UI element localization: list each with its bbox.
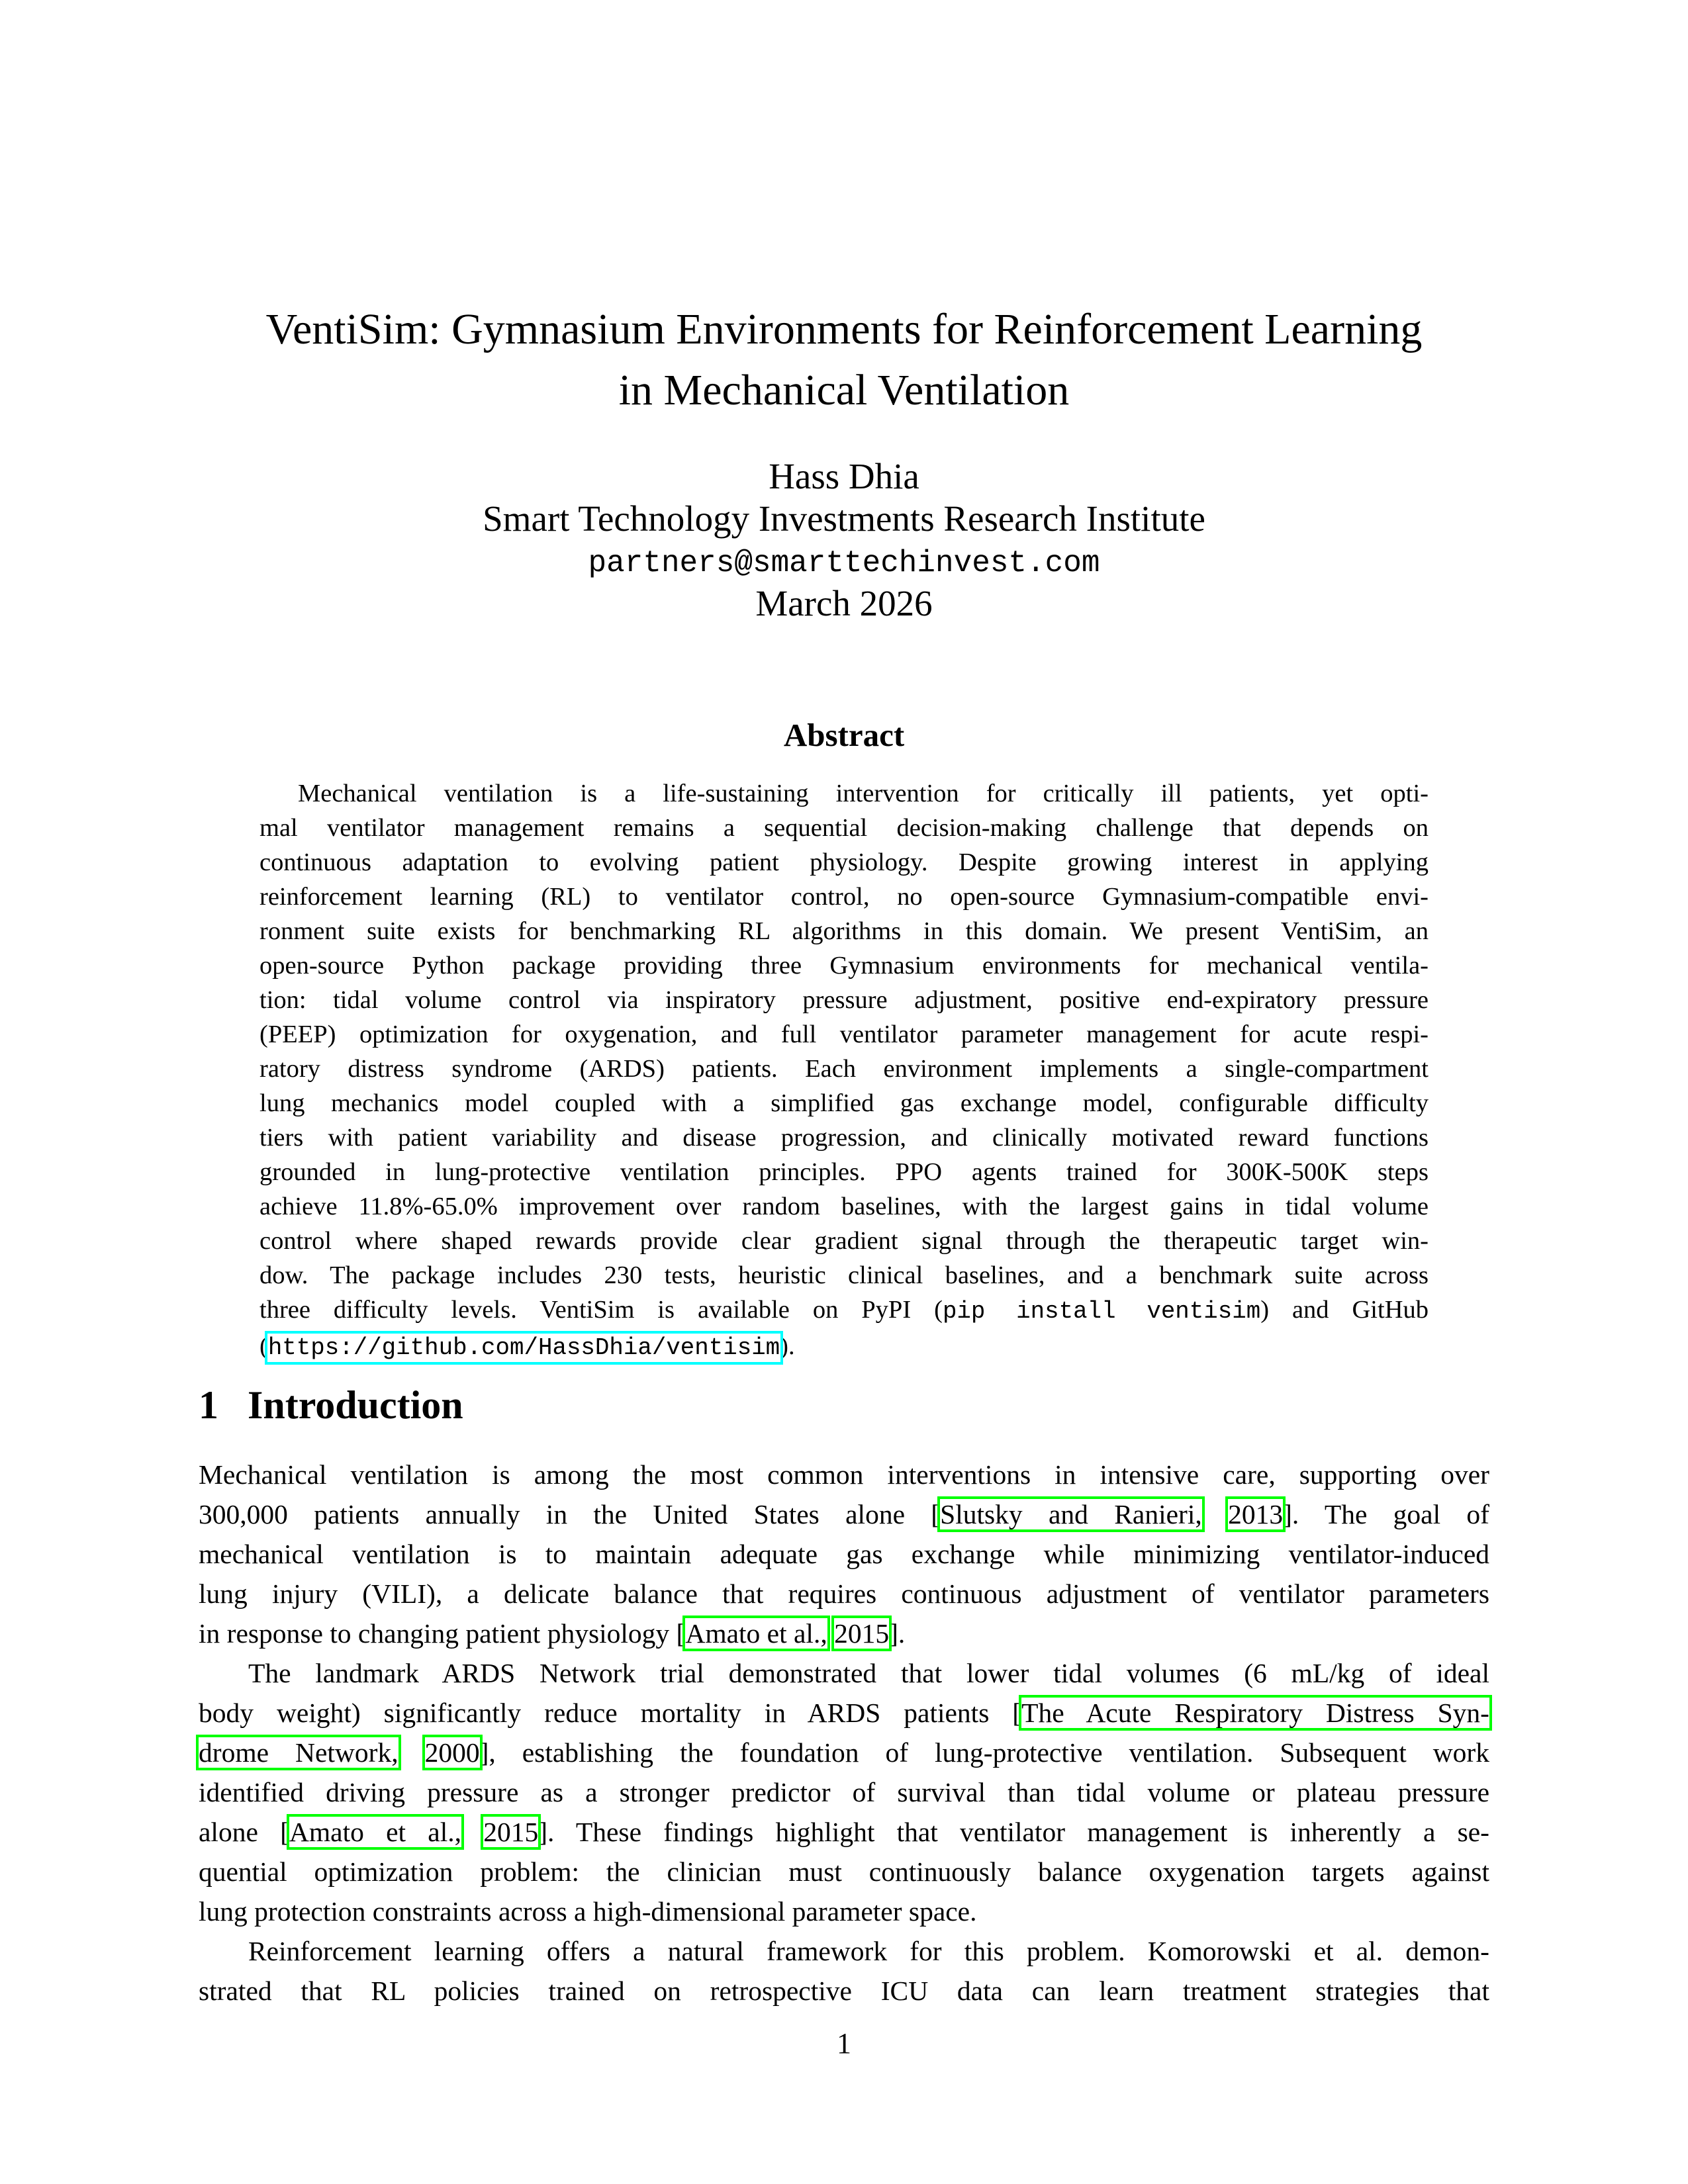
text-line xyxy=(259,1017,1429,1052)
text-line xyxy=(259,1224,1429,1258)
text-line xyxy=(199,1931,1489,1971)
text-run: ]. These findings highlight that ventilator management is inherently a se- xyxy=(538,1817,1489,1847)
citation-link[interactable]: 2013 xyxy=(1228,1499,1284,1529)
text-run: grounded in lung-protective ventilation principles. PPO agents trained for 300K-500K steps xyxy=(259,1158,1429,1186)
abstract-section xyxy=(259,716,1429,1365)
text-run: quential optimization problem: the clinician must continuously balance oxygenation targets against xyxy=(199,1856,1489,1887)
section-number: 1 xyxy=(199,1383,218,1427)
author-affiliation: Smart Technology Investments Research Institute xyxy=(483,498,1205,539)
text-line xyxy=(199,1693,1489,1733)
text-line xyxy=(259,948,1429,983)
text-run: mechanical ventilation is to maintain adequate gas exchange while minimizing ventilator-induced xyxy=(199,1539,1489,1569)
text-line xyxy=(259,880,1429,914)
text-line xyxy=(259,1086,1429,1120)
text-run: achieve 11.8%-65.0% improvement over random baselines, with the largest gains in tidal volume xyxy=(259,1193,1429,1220)
abstract-heading: Abstract xyxy=(783,717,905,753)
text-line xyxy=(199,1614,1489,1653)
text-line xyxy=(199,1772,1489,1812)
paragraph xyxy=(199,1455,1489,1653)
paper-title xyxy=(0,299,1688,421)
author-block xyxy=(0,455,1688,584)
text-run: dow. The package includes 230 tests, heuristic clinical baselines, and a benchmark suite across xyxy=(259,1261,1429,1289)
text-run: control where shaped rewards provide clear gradient signal through the therapeutic target win- xyxy=(259,1227,1429,1255)
text-line xyxy=(199,1534,1489,1574)
text-run: tiers with patient variability and disease progression, and clinically motivated reward functions xyxy=(259,1124,1429,1152)
text-run: identified driving pressure as a stronger predictor of survival than tidal volume or plateau pressure xyxy=(199,1777,1489,1807)
text-line xyxy=(259,1120,1429,1155)
text-run: Reinforcement learning offers a natural framework for this problem. Komorowski et al. demon- xyxy=(248,1936,1489,1966)
text-line xyxy=(259,1293,1429,1329)
citation-link[interactable]: drome Network, xyxy=(199,1737,399,1768)
text-line xyxy=(259,1258,1429,1293)
text-run xyxy=(827,1618,834,1649)
text-line xyxy=(199,1494,1489,1534)
text-run: tion: tidal volume control via inspiratory pressure adjustment, positive end-expiratory pressure xyxy=(259,986,1429,1014)
text-line xyxy=(199,1653,1489,1693)
text-run: ratory distress syndrome (ARDS) patients. Each environment implements a single-compartment xyxy=(259,1055,1429,1083)
text-line xyxy=(259,845,1429,880)
introduction-body xyxy=(199,1455,1489,2011)
text-run: reinforcement learning (RL) to ventilator control, no open-source Gymnasium-compatible envi- xyxy=(259,883,1429,911)
text-run: lung mechanics model coupled with a simplified gas exchange model, configurable difficulty xyxy=(259,1089,1429,1117)
paper-title-line-1: VentiSim: Gymnasium Environments for Reinforcement Learning xyxy=(265,305,1423,353)
citation-link[interactable]: 2000 xyxy=(424,1737,480,1768)
text-run: ronment suite exists for benchmarking RL algorithms in this domain. We present VentiSim, an xyxy=(259,917,1429,945)
text-line xyxy=(259,1329,1429,1365)
text-line xyxy=(259,1155,1429,1189)
text-line xyxy=(259,1052,1429,1086)
text-line xyxy=(199,1891,1489,1931)
text-run: continuous adaptation to evolving patient physiology. Despite growing interest in applying xyxy=(259,848,1429,876)
text-line xyxy=(199,1455,1489,1494)
text-line xyxy=(199,1733,1489,1772)
text-run: body weight) significantly reduce mortality in ARDS patients [ xyxy=(199,1698,1022,1728)
section-title: Introduction xyxy=(248,1383,463,1427)
text-run xyxy=(1202,1499,1228,1529)
citation-link[interactable]: Amato et al., xyxy=(289,1817,461,1847)
author-name: Hass Dhia xyxy=(769,456,919,496)
text-line xyxy=(199,1852,1489,1891)
text-run: Mechanical ventilation is among the most common interventions in intensive care, supporting over xyxy=(199,1459,1489,1490)
text-run: three difficulty levels. VentiSim is available on PyPI ( xyxy=(259,1296,943,1324)
paper-title-line-2: in Mechanical Ventilation xyxy=(618,366,1070,414)
text-line xyxy=(259,1189,1429,1224)
text-line xyxy=(259,983,1429,1017)
text-run: ]. The goal of xyxy=(1283,1499,1490,1529)
text-run xyxy=(399,1737,425,1768)
text-run: ], establishing the foundation of lung-protective ventilation. Subsequent work xyxy=(479,1737,1489,1768)
text-run: open-source Python package providing three Gymnasium environments for mechanical ventila- xyxy=(259,952,1429,979)
text-run: ) and GitHub xyxy=(1260,1296,1429,1324)
paper-date: March 2026 xyxy=(755,583,933,623)
text-run: lung injury (VILI), a delicate balance that requires continuous adjustment of ventilator parameters xyxy=(199,1578,1489,1609)
text-run: The landmark ARDS Network trial demonstrated that lower tidal volumes (6 mL/kg of ideal xyxy=(248,1658,1489,1688)
citation-link[interactable]: 2015 xyxy=(834,1618,890,1649)
text-run xyxy=(461,1817,483,1847)
section-heading xyxy=(199,1382,1489,1428)
text-run: lung protection constraints across a high-dimensional parameter space. xyxy=(199,1896,977,1927)
text-line xyxy=(259,811,1429,845)
text-run: in response to changing patient physiology [ xyxy=(199,1618,686,1649)
github-url-link[interactable]: https://github.com/HassDhia/ventisim xyxy=(267,1334,780,1361)
citation-link[interactable]: 2015 xyxy=(483,1817,539,1847)
text-run: Mechanical ventilation is a life-sustaining intervention for critically ill patients, yet opti- xyxy=(298,780,1429,807)
text-line xyxy=(199,1812,1489,1852)
citation-link[interactable]: The Acute Respiratory Distress Syn- xyxy=(1021,1698,1489,1728)
text-run: ). xyxy=(780,1332,795,1360)
text-run: (PEEP) optimization for oxygenation, and full ventilator parameter management for acute respi- xyxy=(259,1021,1429,1048)
author-email: partners@smarttechinvest.com xyxy=(588,546,1100,580)
text-line xyxy=(199,1574,1489,1614)
paragraph xyxy=(199,1931,1489,2011)
text-line xyxy=(199,1971,1489,2011)
text-run: alone [ xyxy=(199,1817,289,1847)
text-run: strated that RL policies trained on retrospective ICU data can learn treatment strategies that xyxy=(199,1976,1489,2006)
text-run: mal ventilator management remains a sequential decision-making challenge that depends on xyxy=(259,814,1429,842)
inline-code: pip install ventisim xyxy=(942,1298,1261,1325)
paragraph xyxy=(199,1653,1489,1931)
text-line xyxy=(259,914,1429,948)
introduction-section xyxy=(199,1382,1489,2011)
text-run: ( xyxy=(259,1332,268,1360)
abstract-body xyxy=(259,776,1429,1365)
citation-link[interactable]: Amato et al., xyxy=(685,1618,827,1649)
citation-link[interactable]: Slutsky and Ranieri, xyxy=(940,1499,1202,1529)
text-run: 300,000 patients annually in the United States alone [ xyxy=(199,1499,941,1529)
text-run: ]. xyxy=(889,1618,906,1649)
page-number: 1 xyxy=(837,2027,851,2060)
text-line xyxy=(259,776,1429,811)
